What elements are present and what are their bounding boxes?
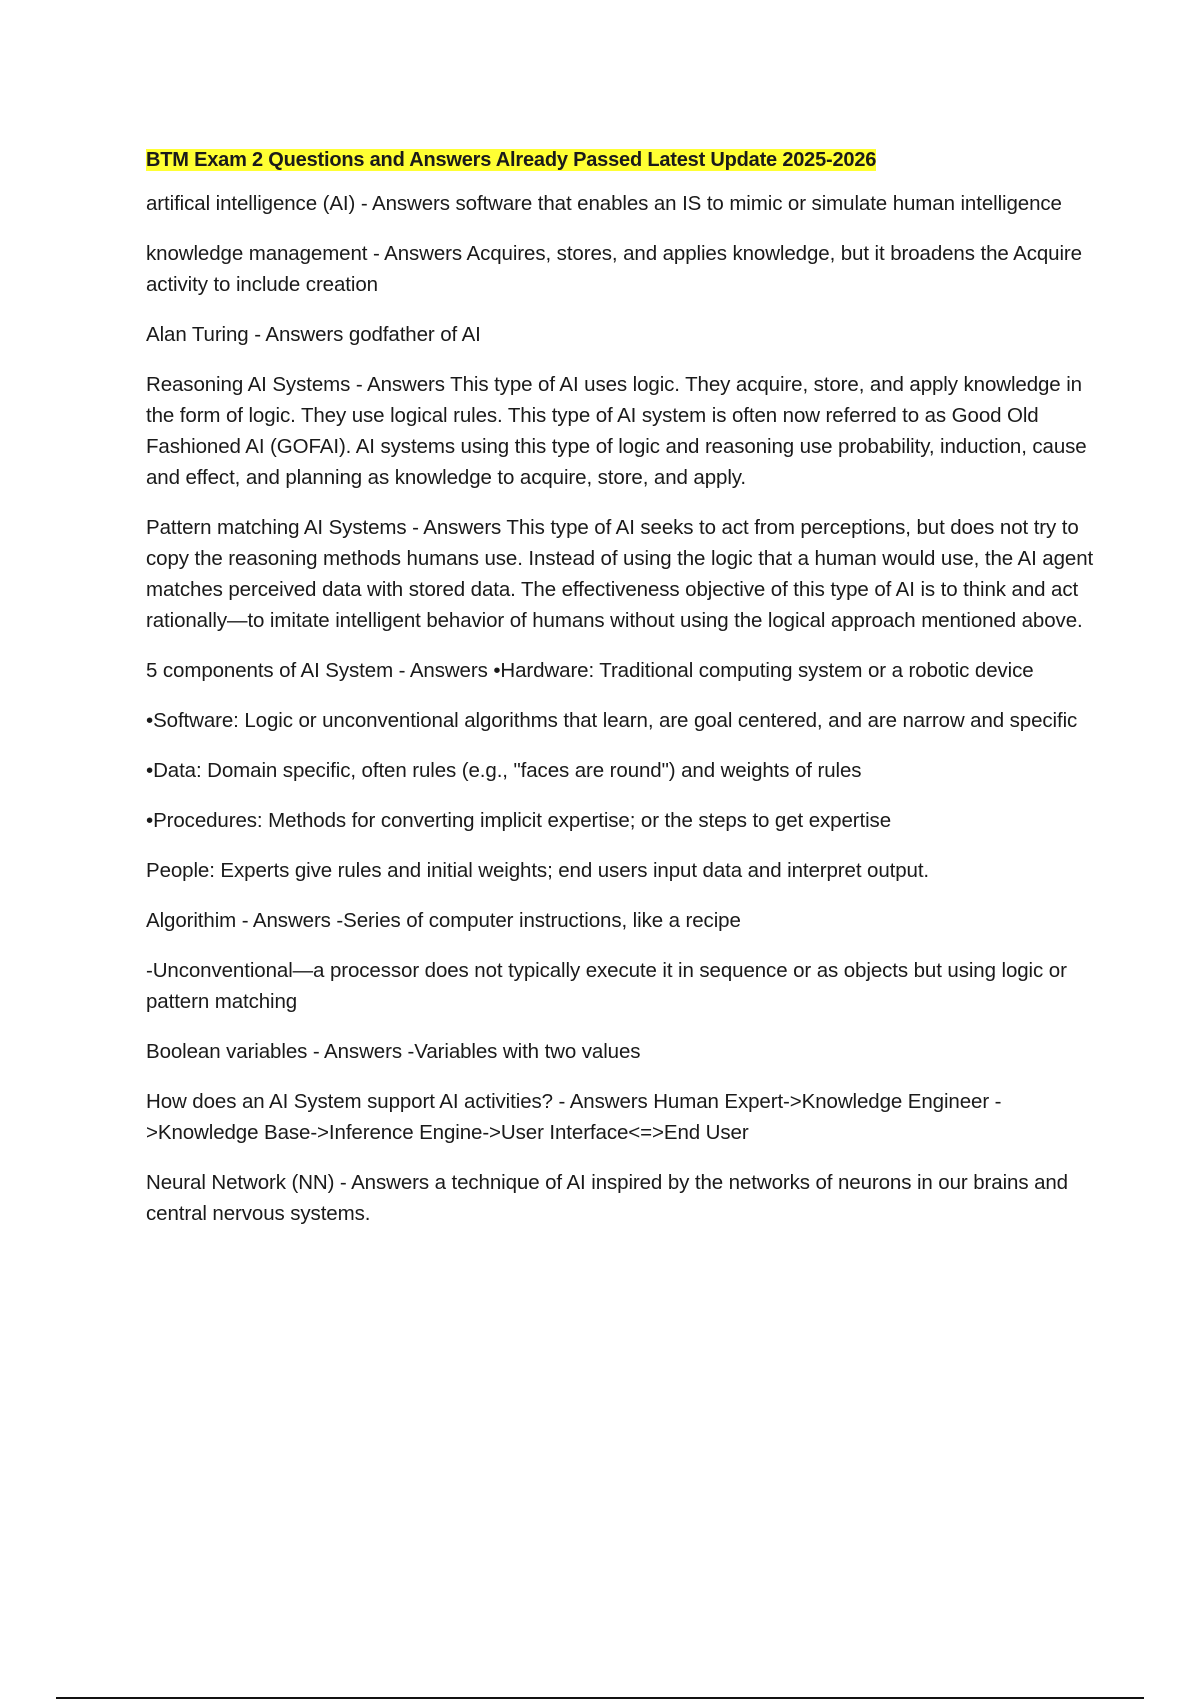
paragraph-algorithm: Algorithim - Answers -Series of computer instructions, like a recipe bbox=[146, 909, 741, 932]
paragraph-neural-network: Neural Network (NN) - Answers a technique of AI inspired by the networks of neurons in our brains and central nervous systems. bbox=[146, 1171, 1068, 1225]
paragraph-boolean-variables: Boolean variables - Answers -Variables with two values bbox=[146, 1040, 641, 1063]
paragraph-reasoning-ai: Reasoning AI Systems - Answers This type of AI uses logic. They acquire, store, and apply knowledge in the form of logic. They use logical rules. This type of AI system is often now referred to as Good Old Fashioned AI (GOFAI). AI systems using this type of logic and reasoning use probability, induction, cause and effect, and planning as knowledge to acquire, store, and apply. bbox=[146, 373, 1087, 489]
paragraph-ai-definition: artifical intelligence (AI) - Answers software that enables an IS to mimic or simulate human intelligence bbox=[146, 192, 1062, 215]
paragraph-alan-turing: Alan Turing - Answers godfather of AI bbox=[146, 323, 481, 346]
paragraph-pattern-matching-ai: Pattern matching AI Systems - Answers This type of AI seeks to act from perceptions, but does not try to copy the reasoning methods humans use. Instead of using the logic that a human would use, the AI agent matches perceived data with stored data. The effectiveness objective of this type of AI is to think and act rationally—to imitate intelligent behavior of humans without using the logical approach mentioned above. bbox=[146, 516, 1094, 632]
paragraph-ai-components: 5 components of AI System - Answers •Hardware: Traditional computing system or a robotic device bbox=[146, 659, 1034, 682]
paragraph-knowledge-management: knowledge management - Answers Acquires, stores, and applies knowledge, but it broadens the Acquire activity to include creation bbox=[146, 242, 1082, 296]
paragraph-procedures: •Procedures: Methods for converting implicit expertise; or the steps to get expertise bbox=[146, 809, 892, 832]
title-block bbox=[146, 144, 1096, 176]
document-page bbox=[146, 144, 1096, 1248]
document-title: BTM Exam 2 Questions and Answers Already Passed Latest Update 2025-2026 bbox=[146, 149, 877, 171]
paragraph-data: •Data: Domain specific, often rules (e.g., "faces are round") and weights of rules bbox=[146, 759, 862, 782]
bottom-divider bbox=[56, 1697, 1144, 1699]
paragraph-unconventional: -Unconventional—a processor does not typically execute it in sequence or as objects but using logic or pattern matching bbox=[146, 959, 1067, 1013]
paragraph-software: •Software: Logic or unconventional algorithms that learn, are goal centered, and are narrow and specific bbox=[146, 709, 1078, 732]
paragraph-people: People: Experts give rules and initial weights; end users input data and interpret output. bbox=[146, 859, 930, 882]
paragraph-ai-system-support: How does an AI System support AI activities? - Answers Human Expert->Knowledge Engineer ->Knowledge Base->Inference Engine->User Interface<=>End User bbox=[146, 1090, 1002, 1144]
